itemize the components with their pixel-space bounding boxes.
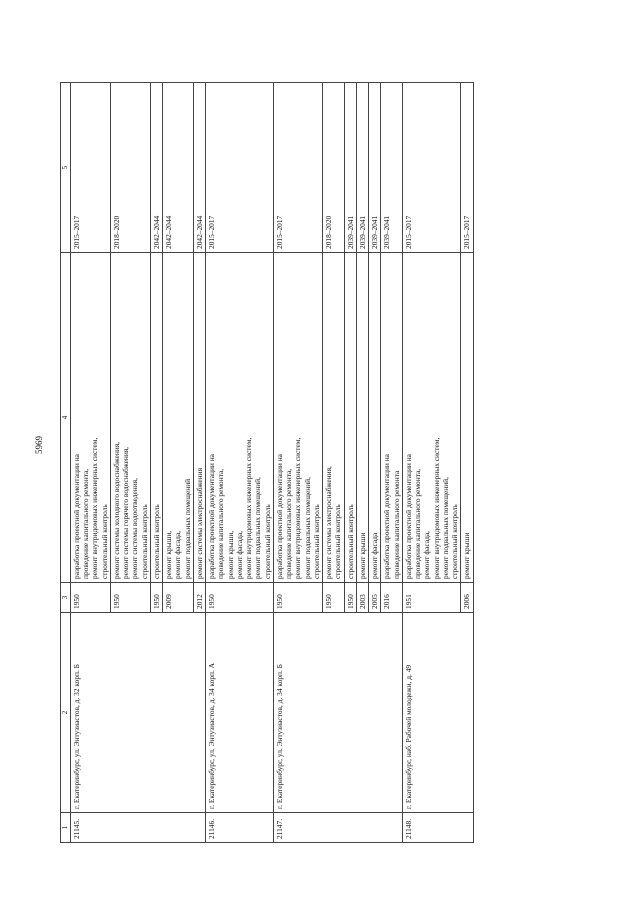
year-cell: 1950 [323,583,345,613]
period-cell: 2042–2044 [163,83,194,253]
building-address: г. Екатеринбург, ул. Энтузиастов, д. 32 корп. Б [70,613,205,813]
work-line: ремонт фасада, [422,531,432,579]
work-line: проведение капитального ремонта, [216,468,226,579]
work-line: ремонт внутридомовых инженерных систем, [90,437,100,579]
row-number: 21145. [70,813,205,843]
period-cell: 2039–2041 [356,83,368,253]
work-line: ремонт системы электроснабжения [194,468,204,579]
period-cell: 2039–2041 [381,83,403,253]
period-cell: 2015–2017 [273,83,322,253]
work-line: строительный контроль [99,504,109,579]
work-line: разработка проектной документации на [382,454,392,579]
work-line: строительный контроль [345,504,355,579]
work-description [193,253,205,583]
year-cell: 1950 [273,583,322,613]
work-line: ремонт фасада, [173,531,183,579]
work-description [163,253,194,583]
work-line: ремонт внутридомовых инженерных систем, [293,437,303,579]
year-cell: 1950 [206,583,274,613]
work-line: ремонт подвальных помещений, [440,477,450,579]
work-description [70,253,110,583]
work-line: строительный контроль [311,504,321,579]
work-line: строительный контроль [151,504,161,579]
work-line: проведение капитального ремонта, [413,468,422,579]
work-line: разработка проектной документации на [274,454,284,579]
table-row [273,83,322,843]
table-row [206,83,274,843]
work-line: ремонт крыши, [225,530,235,579]
work-description [110,253,150,583]
work-description [150,253,162,583]
work-line: ремонт системы электроснабжения, [324,466,333,579]
period-cell: 2015–2017 [70,83,110,253]
work-line: строительный контроль [333,504,343,579]
work-line: разработка проектной документации на [207,454,216,579]
column-number-row [61,83,71,843]
work-line: проведение капитального ремонта, [284,468,293,579]
work-description [369,253,381,583]
work-line: ремонт подвальных помещений, [302,477,312,579]
work-line: ремонт крыши [357,532,367,579]
work-line: разработка проектной документации на [403,454,413,579]
year-cell: 1950 [150,583,162,613]
column-header: 2 [61,613,71,813]
row-number: 21147. [273,813,402,843]
period-cell: 2042–2044 [193,83,205,253]
table-row [402,83,461,843]
work-line: ремонт внутридомовых инженерных систем, [244,437,253,579]
period-cell: 2015–2017 [461,83,473,253]
work-line: ремонт фасада [370,532,379,579]
work-description [344,253,356,583]
work-description [402,253,461,583]
building-address: г. Екатеринбург, наб. Рабочей молодежи, д. 49 [402,613,473,813]
work-line: ремонт внутридомовых инженерных систем, [431,437,441,579]
column-header: 4 [61,253,71,583]
work-description [356,253,368,583]
period-cell: 2015–2017 [206,83,274,253]
period-cell: 2039–2041 [344,83,356,253]
page-number: 5969 [34,436,44,454]
work-line: строительный контроль [262,504,272,579]
period-cell: 2015–2017 [402,83,461,253]
work-description [206,253,274,583]
year-cell: 1950 [70,583,110,613]
work-line: ремонт фасада, [234,531,244,579]
work-line: ремонт крыши, [164,530,173,579]
year-cell: 1951 [402,583,461,613]
building-address: г. Екатеринбург, ул. Энтузиастов, д. 34 корп. А [206,613,274,813]
year-cell: 2005 [369,583,381,613]
work-line: ремонт системы холодного водоснабжения, [111,442,121,579]
work-description [381,253,403,583]
rotated-table-container [60,83,590,843]
year-cell: 1950 [344,583,356,613]
column-header: 3 [61,583,71,613]
work-line: ремонт крыши [462,532,472,579]
repair-schedule-table [60,82,474,843]
row-number: 21148. [402,813,473,843]
column-header: 5 [61,83,71,253]
row-number: 21146. [206,813,274,843]
work-line: ремонт системы горячего водоснабжения, [121,446,130,579]
year-cell: 2009 [163,583,194,613]
building-address: г. Екатеринбург, ул. Энтузиастов, д. 34 корп. Б [273,613,402,813]
period-cell: 2039–2041 [369,83,381,253]
work-line: строительный контроль [139,504,149,579]
work-line: проведение капитального ремонта, [81,468,90,579]
work-line: разработка проектной документации на [71,454,81,579]
period-cell: 2018–2020 [323,83,345,253]
work-line: проведение капитального ремонта [391,470,401,579]
year-cell: 1950 [110,583,150,613]
period-cell: 2042–2044 [150,83,162,253]
year-cell: 2016 [381,583,403,613]
work-line: ремонт подвальных помещений, [253,477,263,579]
year-cell: 2003 [356,583,368,613]
work-line: ремонт подвальных помещений [182,478,192,579]
work-line: ремонт системы водоотведения, [130,478,140,579]
year-cell: 2006 [461,583,473,613]
work-description [323,253,345,583]
work-line: строительный контроль [450,504,459,579]
column-header: 1 [61,813,71,843]
table-row [70,83,110,843]
work-description [461,253,473,583]
work-description [273,253,322,583]
year-cell: 2012 [193,583,205,613]
period-cell: 2018–2020 [110,83,150,253]
